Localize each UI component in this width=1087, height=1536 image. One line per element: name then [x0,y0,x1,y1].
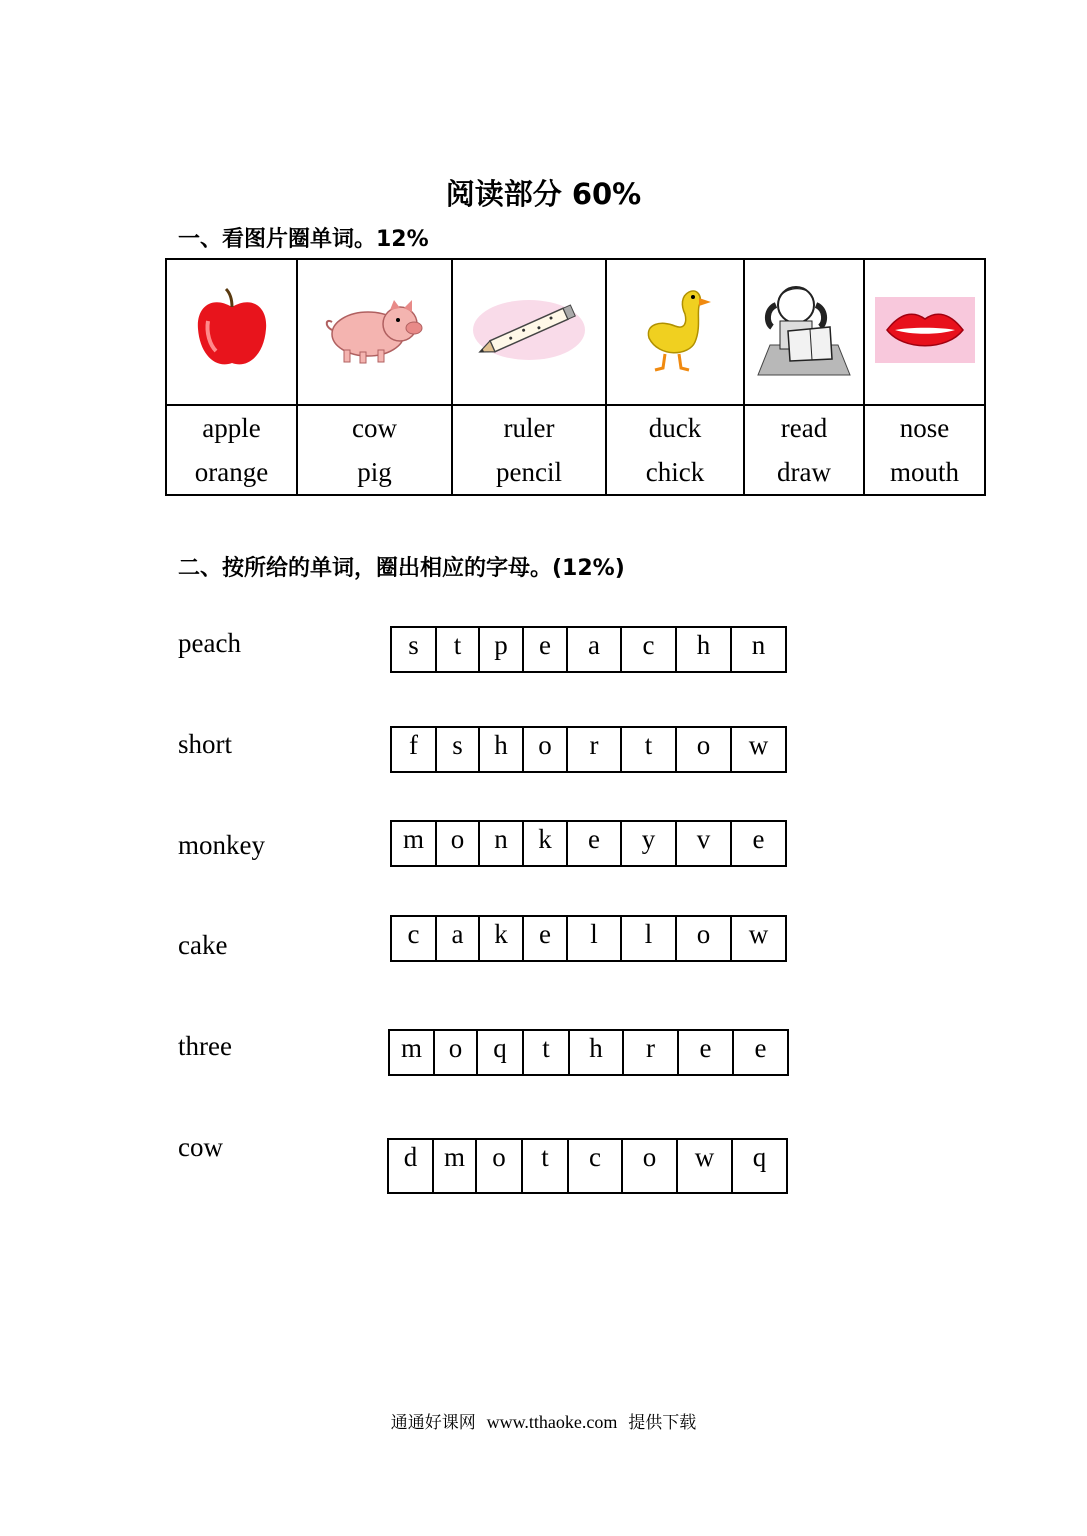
letter-cell[interactable]: w [731,916,786,961]
target-word: cow [178,1132,223,1162]
letter-cell[interactable]: l [567,916,621,961]
letter-cell[interactable]: h [569,1030,623,1075]
letter-cell[interactable]: f [391,727,436,772]
word-option[interactable]: ruler [503,413,555,443]
letter-cell[interactable]: m [391,821,436,866]
letter-cell[interactable]: q [477,1030,523,1075]
picture-cell [606,259,744,405]
word-option[interactable]: chick [645,457,705,487]
letter-cell[interactable]: r [567,727,621,772]
target-word: short [178,729,232,759]
footer [0,1408,1087,1433]
letter-cell[interactable]: e [733,1030,788,1075]
letter-grid [390,820,787,867]
letter-cell[interactable]: c [391,916,436,961]
picture-word-table [165,258,986,496]
word-option[interactable]: orange [194,457,269,487]
section1-title: 一、看图片圈单词。12% [178,227,429,252]
letter-cell[interactable]: a [436,916,479,961]
word-choice-cell [744,405,864,495]
letter-cell[interactable]: p [479,627,523,672]
word-option[interactable]: cow [352,413,397,443]
letter-cell[interactable]: t [522,1139,568,1193]
word-option[interactable]: read [780,413,828,443]
picture-cell [744,259,864,405]
word-choice-cell [166,405,297,495]
pig-icon [320,290,430,370]
letter-grid [390,626,787,673]
word-choice-cell [606,405,744,495]
target-word: three [178,1031,232,1061]
target-word: peach [178,628,241,658]
target-word: monkey [178,830,265,860]
letter-cell[interactable]: v [676,821,731,866]
picture-cell [452,259,606,405]
letter-cell[interactable]: t [523,1030,569,1075]
letter-cell[interactable]: o [436,821,479,866]
letter-cell[interactable]: l [621,916,676,961]
letter-cell[interactable]: o [476,1139,522,1193]
word-option[interactable]: pencil [496,457,562,487]
letter-cell[interactable]: e [567,821,621,866]
picture-cell [166,259,297,405]
letter-cell[interactable]: o [676,916,731,961]
footer-site: 通通好课网 [390,1413,476,1433]
letter-cell[interactable]: c [568,1139,622,1193]
letter-cell[interactable]: y [621,821,676,866]
letter-cell[interactable]: o [523,727,567,772]
word-option[interactable]: duck [648,413,702,443]
word-option[interactable]: mouth [889,457,959,487]
letter-grid [390,915,787,962]
picture-cell [864,259,985,405]
letter-cell[interactable]: n [479,821,523,866]
letter-cell[interactable]: q [732,1139,787,1193]
letter-cell[interactable]: e [523,916,567,961]
letter-cell[interactable]: k [479,916,523,961]
footer-url[interactable]: www.tthaoke.com [486,1412,618,1432]
letter-cell[interactable]: h [479,727,523,772]
letter-cell[interactable]: s [391,627,436,672]
pencil-icon [469,290,589,370]
letter-cell[interactable]: h [676,627,731,672]
section2-title: 二、按所给的单词，圈出相应的字母。(12%) [178,556,625,581]
letter-cell[interactable]: t [436,627,479,672]
word-option[interactable]: apple [202,413,261,443]
word-option[interactable]: pig [357,457,392,487]
duck-icon [635,280,715,380]
word-option[interactable]: nose [899,413,950,443]
letter-cell[interactable]: w [731,727,786,772]
footer-note: 提供下载 [628,1413,697,1433]
letter-cell[interactable]: o [676,727,731,772]
letter-cell[interactable]: n [731,627,786,672]
letter-cell[interactable]: k [523,821,567,866]
girl-reading-icon [752,275,856,385]
page-title: 阅读部分 60% [445,177,642,211]
word-option[interactable]: draw [777,457,831,487]
letter-cell[interactable]: e [523,627,567,672]
letter-cell[interactable]: o [622,1139,677,1193]
word-choice-cell [297,405,452,495]
mouth-icon [873,295,977,365]
letter-grid [388,1029,789,1076]
letter-cell[interactable]: e [731,821,786,866]
letter-grid [390,726,787,773]
letter-cell[interactable]: o [434,1030,477,1075]
letter-cell[interactable]: r [623,1030,678,1075]
letter-cell[interactable]: s [436,727,479,772]
letter-cell[interactable]: t [621,727,676,772]
letter-cell[interactable]: e [678,1030,733,1075]
picture-cell [297,259,452,405]
letter-grid [387,1138,788,1194]
letter-cell[interactable]: d [388,1139,433,1193]
word-choice-cell [452,405,606,495]
word-choice-cell [864,405,985,495]
apple-icon [192,285,272,375]
letter-cell[interactable]: a [567,627,621,672]
letter-cell[interactable]: m [433,1139,476,1193]
letter-cell[interactable]: w [677,1139,732,1193]
letter-cell[interactable]: m [389,1030,434,1075]
target-word: cake [178,930,228,960]
letter-cell[interactable]: c [621,627,676,672]
